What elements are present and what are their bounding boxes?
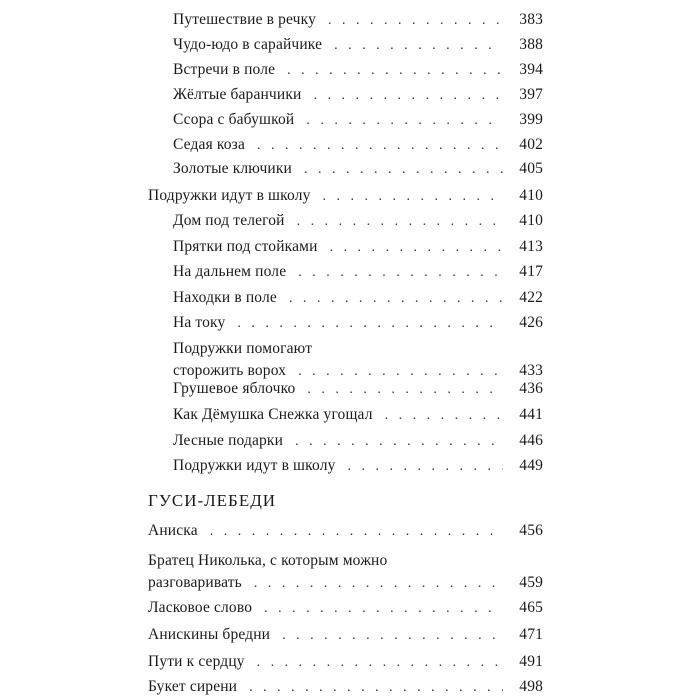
- toc-entry-row: [148, 520, 543, 543]
- toc-entry-title: Путешествие в речку: [173, 11, 316, 28]
- toc-entry-page-number: 410: [519, 212, 543, 229]
- toc-entry-title: Чудо-юдо в сарайчике: [173, 36, 323, 53]
- toc-entry-title-line: Братец Николька, с которым можно: [148, 552, 388, 569]
- toc-entry-row: [173, 134, 543, 157]
- toc-entry-page-number: 422: [519, 289, 543, 306]
- toc-entry-row: [173, 404, 543, 427]
- toc-entry-row: [173, 34, 543, 57]
- toc-entry-title: сторожить ворох: [173, 362, 287, 379]
- toc-entry-page-number: 498: [519, 678, 543, 695]
- toc-entry: [173, 84, 543, 107]
- dot-leader: [254, 573, 503, 595]
- toc-entry-page-number: 413: [519, 238, 543, 255]
- toc-entry-page-number: 405: [519, 160, 543, 177]
- toc-entry: [173, 287, 543, 310]
- toc-entry-title: Грушевое яблочко: [173, 380, 296, 397]
- toc-entry-row: [148, 676, 543, 699]
- toc-entry: [173, 109, 543, 132]
- dot-leader: [313, 85, 503, 107]
- toc-entry: [148, 550, 543, 595]
- toc-entry: [173, 378, 543, 401]
- dot-leader: [348, 456, 503, 478]
- toc-entry: [173, 210, 543, 233]
- toc-entry-title: На дальнем поле: [173, 263, 287, 280]
- dot-leader: [287, 60, 503, 82]
- toc-entry-row: [173, 378, 543, 401]
- toc-entry-title: Дом под телегой: [173, 212, 285, 229]
- toc-entry-page-number: 426: [519, 314, 543, 331]
- toc-entry-row: [173, 236, 543, 259]
- toc-entry-row: [173, 455, 543, 478]
- toc-entry-page-number: 465: [519, 599, 543, 616]
- toc-entry-page-number: 436: [519, 380, 543, 397]
- toc-entry-page-number: 456: [519, 522, 543, 539]
- toc-entry-row: [173, 158, 543, 181]
- toc-entry: [148, 185, 543, 208]
- toc-entry: [173, 59, 543, 82]
- dot-leader: [297, 211, 503, 233]
- toc-entry: [173, 455, 543, 478]
- toc-entry-title-line: Подружки помогают: [173, 340, 313, 357]
- dot-leader: [323, 186, 503, 208]
- toc-entry-title: Пути к сердцу: [148, 653, 245, 670]
- toc-entry: [148, 597, 543, 620]
- dot-leader: [210, 521, 503, 543]
- toc-entry-page-number: 433: [519, 362, 543, 379]
- toc-entry-title: разговаривать: [148, 574, 242, 591]
- toc-entry-title: Аниска: [148, 522, 198, 539]
- toc-entry-row: [173, 109, 543, 132]
- toc-entry-row: [173, 430, 543, 453]
- toc-entry-page-number: 459: [519, 574, 543, 591]
- toc-entry: [173, 236, 543, 259]
- dot-leader: [304, 159, 503, 181]
- toc-entry-title: Анискины бредни: [148, 626, 271, 643]
- toc-entry-title: На току: [173, 314, 226, 331]
- dot-leader: [306, 110, 503, 132]
- toc-entry-row: [173, 312, 543, 335]
- toc-entry-title: Ссора с бабушкой: [173, 111, 295, 128]
- toc-entry-title: Ласковое слово: [148, 599, 253, 616]
- toc-entry-page-number: 394: [519, 61, 543, 78]
- toc-entry: [173, 430, 543, 453]
- dot-leader: [264, 598, 503, 620]
- toc-entry: [173, 312, 543, 335]
- toc-entry-title: Букет сирени: [148, 678, 238, 695]
- toc-entry-row: [148, 185, 543, 208]
- toc-entry: [173, 9, 543, 32]
- toc-entry-title: Подружки идут в школу: [148, 187, 311, 204]
- dot-leader: [295, 431, 503, 453]
- toc-entry: [173, 404, 543, 427]
- toc-entry-page-number: 397: [519, 86, 543, 103]
- toc-entry-row: [173, 261, 543, 284]
- toc-entry-page-number: 399: [519, 111, 543, 128]
- toc-entry-title: Золотые ключики: [173, 160, 292, 177]
- toc-entry: [173, 338, 543, 383]
- toc-entry-title: Находки в поле: [173, 289, 277, 306]
- toc-entry-page-number: 410: [519, 187, 543, 204]
- section-heading: ГУСИ-ЛЕБЕДИ: [148, 491, 277, 510]
- dot-leader: [307, 379, 503, 401]
- toc-entry: [173, 158, 543, 181]
- toc-entry-title: Подружки идут в школу: [173, 457, 336, 474]
- toc-entry-row: [148, 572, 543, 595]
- toc-entry-title: Как Дёмушка Снежка угощал: [173, 406, 373, 423]
- toc-entry-title: Жёлтые баранчики: [173, 86, 302, 103]
- toc-entry-page-number: 491: [519, 653, 543, 670]
- toc-entry: [173, 261, 543, 284]
- dot-leader: [289, 288, 503, 310]
- dot-leader: [385, 405, 503, 427]
- toc-entry-row: [173, 84, 543, 107]
- toc-entry-row: [173, 287, 543, 310]
- toc-entry: [148, 676, 543, 699]
- toc-entry-page-number: 446: [519, 432, 543, 449]
- toc-entry: [148, 624, 543, 647]
- toc-entry-row: [173, 9, 543, 32]
- toc-entry-page-number: 449: [519, 457, 543, 474]
- toc-entry-page-number: 388: [519, 36, 543, 53]
- toc-entry-page-number: 383: [519, 11, 543, 28]
- toc-entry: [173, 34, 543, 57]
- dot-leader: [330, 237, 503, 259]
- dot-leader: [257, 135, 503, 157]
- toc-entry: [173, 134, 543, 157]
- dot-leader: [249, 677, 503, 699]
- toc-entry-row: [148, 597, 543, 620]
- toc-entry-title: Седая коза: [173, 136, 245, 153]
- toc-entry-row: [173, 59, 543, 82]
- toc-entry-title: Встречи в поле: [173, 61, 276, 78]
- dot-leader: [298, 262, 503, 284]
- toc-entry-row: [173, 210, 543, 233]
- dot-leader: [328, 10, 503, 32]
- toc-entry-page-number: 471: [519, 626, 543, 643]
- toc-entry-page-number: 441: [519, 406, 543, 423]
- toc-entry-page-number: 402: [519, 136, 543, 153]
- toc-entry-title: Прятки под стойками: [173, 238, 318, 255]
- toc-entry: [148, 651, 543, 674]
- toc-entry: [148, 520, 543, 543]
- toc-entry-page-number: 417: [519, 263, 543, 280]
- dot-leader: [257, 652, 503, 674]
- toc-entry-row: [148, 651, 543, 674]
- dot-leader: [334, 35, 503, 57]
- dot-leader: [282, 625, 503, 647]
- toc-entry-row: [148, 624, 543, 647]
- toc-entry-title: Лесные подарки: [173, 432, 284, 449]
- dot-leader: [237, 313, 503, 335]
